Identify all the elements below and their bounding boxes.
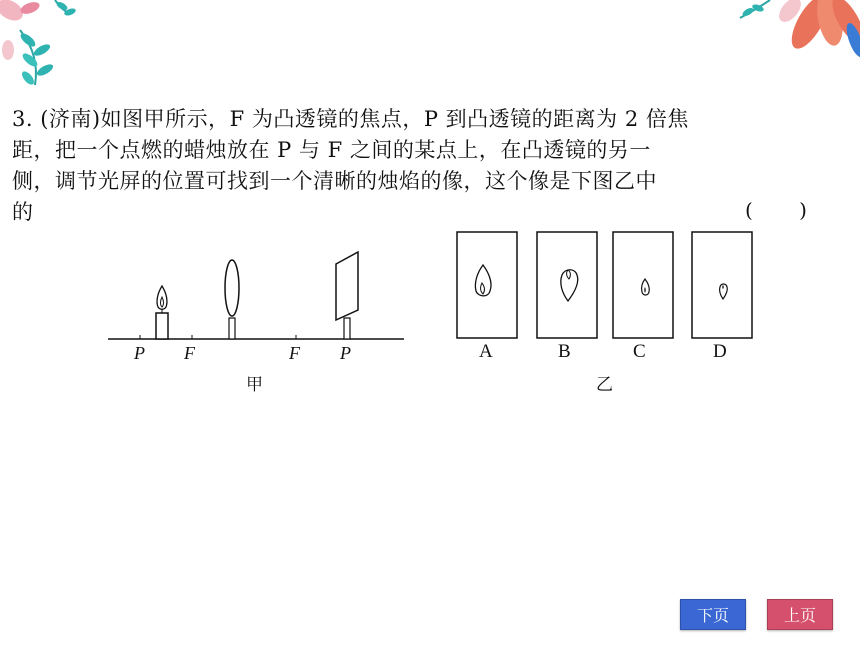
option-d-image [692, 232, 752, 338]
figure-yi-options [450, 225, 760, 345]
option-label-b: B [558, 341, 571, 362]
option-label-c: C [633, 341, 646, 362]
question-line-4: 的 [12, 200, 34, 224]
axis-label-p-right: P [340, 343, 351, 363]
previous-page-button[interactable]: 上页 [767, 599, 833, 630]
axis-label-p-left: P [134, 343, 145, 363]
axis-label-f-right: F [289, 343, 300, 363]
figure-yi-caption: 乙 [596, 375, 613, 395]
option-label-d: D [713, 341, 727, 362]
leaf-decoration-top-right-icon [730, 0, 860, 70]
question-line-2: 距，把一个点燃的蜡烛放在 P 与 F 之间的某点上，在凸透镜的另一 [12, 138, 651, 162]
option-label-a: A [479, 341, 493, 362]
leaf-decoration-top-left-icon [0, 0, 110, 95]
figure-jia-optical-bench [100, 250, 420, 360]
question-line-1: 3. (济南)如图甲所示，F 为凸透镜的焦点，P 到凸透镜的距离为 2 倍焦 [12, 107, 689, 131]
light-screen-icon [336, 252, 358, 339]
next-page-button[interactable]: 下页 [680, 599, 746, 630]
convex-lens-icon [225, 260, 239, 339]
question-text [12, 104, 812, 228]
candle-icon [156, 286, 168, 339]
axis-label-f-left: F [184, 343, 195, 363]
option-c-image [613, 232, 673, 338]
option-b-image [537, 232, 597, 338]
question-line-3: 侧，调节光屏的位置可找到一个清晰的烛焰的像，这个像是下图乙中 [12, 169, 657, 193]
answer-bracket: ( ) [745, 198, 827, 222]
question-number: 3. [12, 107, 34, 131]
figure-jia-caption: 甲 [246, 375, 263, 395]
option-a-image [457, 232, 517, 338]
